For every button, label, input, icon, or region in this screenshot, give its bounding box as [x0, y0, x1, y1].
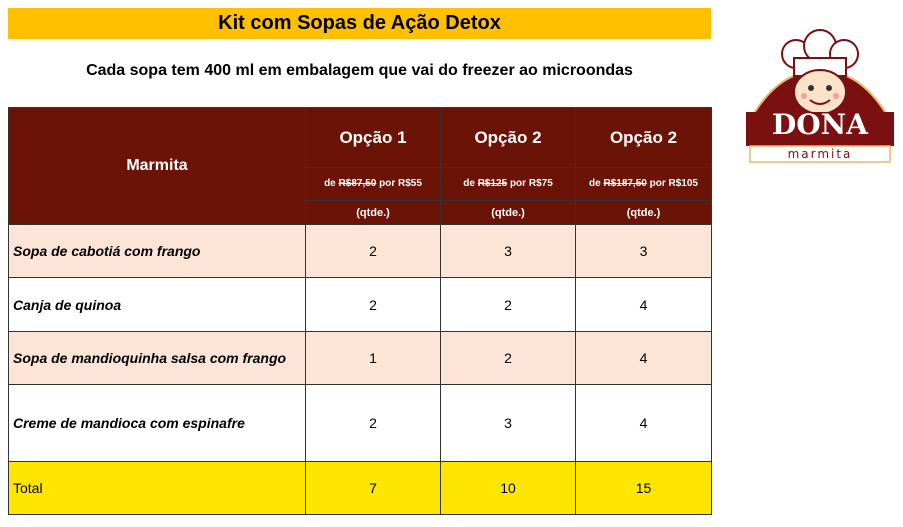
price-option-1 [306, 168, 441, 201]
table-row [9, 385, 712, 462]
row-value: 4 [576, 332, 712, 385]
total-label: Total [9, 462, 306, 515]
price-mid: por [649, 178, 666, 189]
dona-marmita-logo [740, 28, 900, 168]
row-value: 2 [306, 385, 441, 462]
new-price: R$105 [668, 178, 698, 189]
total-value: 15 [576, 462, 712, 515]
price-prefix: de [324, 178, 336, 189]
row-value: 4 [576, 278, 712, 332]
header-option-3: Opção 2 [576, 108, 712, 168]
new-price: R$75 [528, 178, 553, 189]
total-value: 7 [306, 462, 441, 515]
row-name: Creme de mandioca com espinafre [9, 385, 306, 462]
price-prefix: de [463, 178, 475, 189]
page-subtitle: Cada sopa tem 400 ml em embalagem que vai do freezer ao microondas [86, 62, 633, 79]
qtde-option-2: (qtde.) [441, 201, 576, 225]
old-price: R$87,50 [338, 178, 377, 189]
row-name: Sopa de cabotiá com frango [9, 225, 306, 278]
old-price: R$125 [477, 178, 508, 189]
new-price: R$55 [398, 178, 422, 189]
row-value: 1 [306, 332, 441, 385]
logo-text-dona: DONA [772, 108, 868, 141]
row-name: Sopa de mandioquinha salsa com frango [9, 332, 306, 385]
price-option-3 [576, 168, 712, 201]
header-marmita: Marmita [9, 108, 306, 225]
price-mid: por [379, 178, 396, 189]
header-option-1: Opção 1 [306, 108, 441, 168]
price-option-2 [441, 168, 576, 201]
qtde-option-3: (qtde.) [576, 201, 712, 225]
kit-table [8, 107, 712, 515]
row-value: 3 [441, 385, 576, 462]
qtde-option-1: (qtde.) [306, 201, 441, 225]
price-prefix: de [589, 178, 601, 189]
price-mid: por [509, 178, 527, 189]
page-title [8, 8, 711, 39]
table-row [9, 225, 712, 278]
header-option-2: Opção 2 [441, 108, 576, 168]
table-row [9, 332, 712, 385]
row-value: 2 [441, 332, 576, 385]
logo-text-marmita: marmita [787, 147, 853, 161]
table-row [9, 278, 712, 332]
total-row [9, 462, 712, 515]
old-price: R$187,50 [603, 178, 647, 189]
row-value: 2 [306, 278, 441, 332]
row-value: 2 [306, 225, 441, 278]
page-title-text: Kit com Sopas de Ação Detox [218, 12, 501, 34]
row-value: 3 [576, 225, 712, 278]
row-value: 2 [441, 278, 576, 332]
row-name: Canja de quinoa [9, 278, 306, 332]
row-value: 3 [441, 225, 576, 278]
row-value: 4 [576, 385, 712, 462]
total-value: 10 [441, 462, 576, 515]
